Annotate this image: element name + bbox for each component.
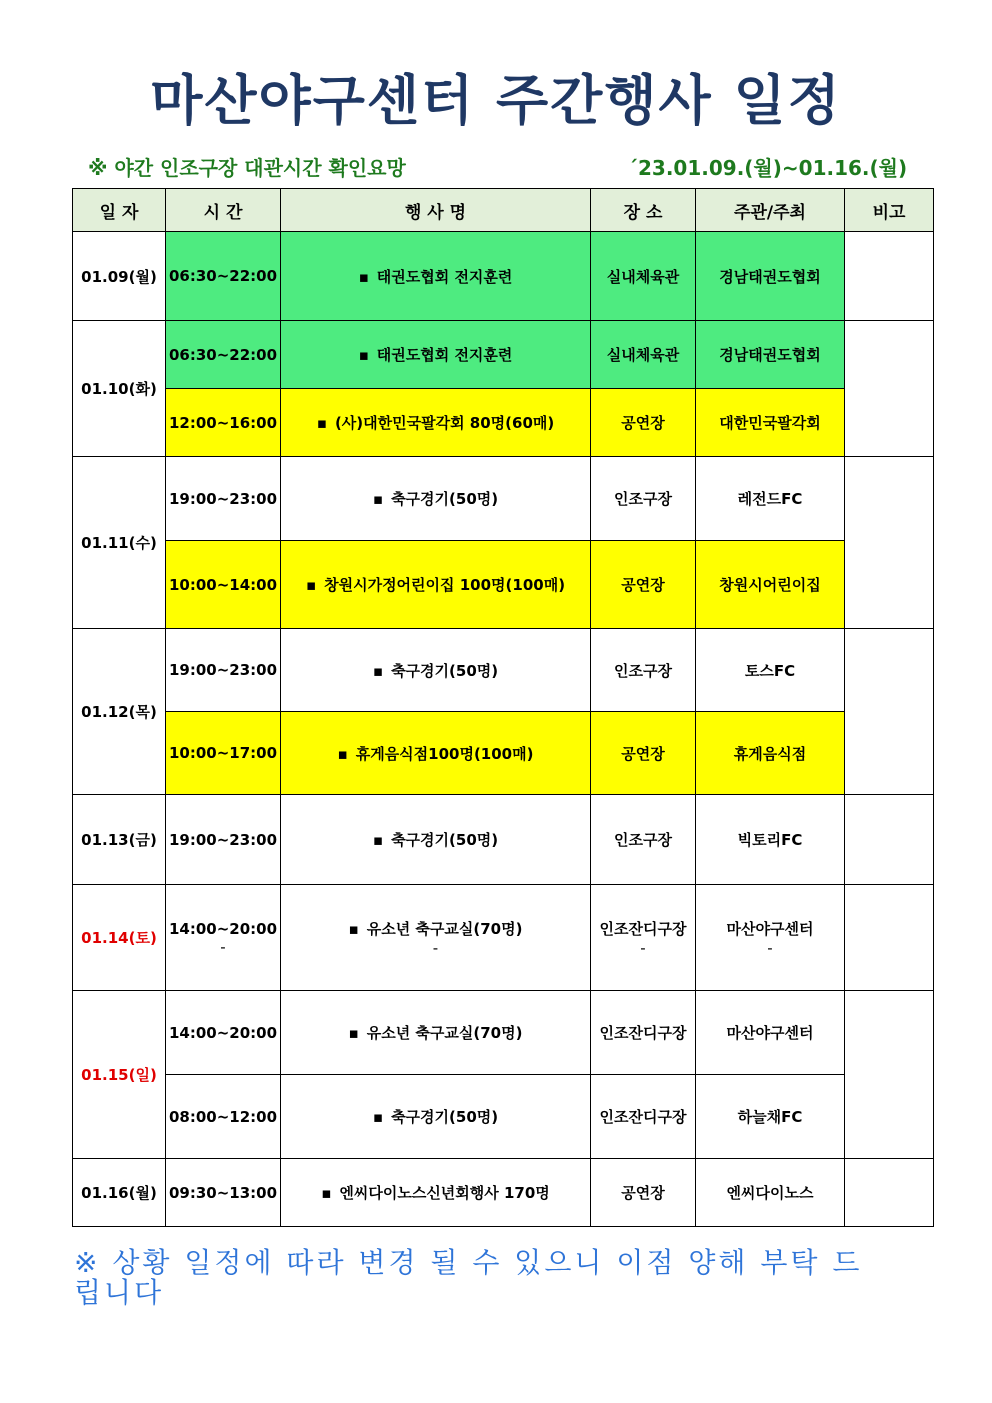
event-name: 창원시가정어린이집 100명(100매) [324, 576, 566, 594]
event-cell [281, 457, 591, 541]
host-cell [696, 885, 845, 991]
event-name: 축구경기(50명) [391, 1108, 499, 1126]
page-title: 마산야구센터 주간행사 일정 [150, 69, 842, 132]
header-note: 비고 [845, 189, 934, 232]
time-cell: 06:30~22:00 [166, 232, 281, 321]
schedule-table [72, 188, 934, 1227]
host-cell: 레전드FC [696, 457, 845, 541]
event-name: 유소년 축구교실(70명) [366, 920, 523, 938]
table-row [73, 1159, 934, 1227]
host-cell: 경남태권도협회 [696, 232, 845, 321]
bullet-icon: ▪ [316, 414, 327, 432]
place-cell: 인조구장 [591, 629, 696, 712]
time-value: 14:00~20:00 [168, 919, 278, 938]
event-cell [281, 389, 591, 457]
dash-mark: - [767, 939, 773, 957]
time-cell: 10:00~17:00 [166, 712, 281, 795]
time-cell: 08:00~12:00 [166, 1075, 281, 1159]
table-row [73, 232, 934, 321]
event-name: (사)대한민국팔각회 80명(60매) [334, 414, 555, 432]
host-cell: 경남태권도협회 [696, 321, 845, 389]
bullet-icon: ▪ [358, 346, 369, 364]
date-cell: 01.10(화) [73, 321, 166, 457]
place-cell: 공연장 [591, 712, 696, 795]
place-cell: 인조구장 [591, 457, 696, 541]
table-row [73, 712, 934, 795]
host-cell: 빅토리FC [696, 795, 845, 885]
place-cell: 실내체육관 [591, 321, 696, 389]
event-cell [281, 1159, 591, 1227]
event-cell [281, 541, 591, 629]
time-cell: 06:30~22:00 [166, 321, 281, 389]
table-row [73, 991, 934, 1075]
date-cell: 01.09(월) [73, 232, 166, 321]
time-cell: 10:00~14:00 [166, 541, 281, 629]
note-cell [845, 321, 934, 457]
host-cell: 대한민국팔각회 [696, 389, 845, 457]
table-row [73, 795, 934, 885]
bullet-icon: ▪ [305, 576, 317, 594]
event-name: 엔씨다이노스신년회행사 170명 [339, 1184, 550, 1202]
bullet-icon: ▪ [348, 920, 359, 938]
host-value: 마산야구센터 [726, 920, 814, 938]
event-name: 축구경기(50명) [391, 661, 499, 680]
note-cell [845, 232, 934, 321]
header-time: 시 간 [166, 189, 281, 232]
time-cell: 14:00~20:00 [166, 991, 281, 1075]
event-name: 태권도협회 전지훈련 [376, 267, 513, 286]
host-cell: 하늘채FC [696, 1075, 845, 1159]
table-row [73, 321, 934, 389]
bullet-icon: ▪ [372, 661, 384, 680]
event-name: 축구경기(50명) [391, 490, 499, 508]
header-event: 행 사 명 [281, 189, 591, 232]
note-cell [845, 629, 934, 795]
time-cell: 19:00~23:00 [166, 457, 281, 541]
host-cell: 토스FC [696, 629, 845, 712]
event-name: 축구경기(50명) [391, 831, 499, 849]
host-cell: 휴게음식점 [696, 712, 845, 795]
time-cell: 19:00~23:00 [166, 795, 281, 885]
time-cell: 09:30~13:00 [166, 1159, 281, 1227]
place-cell: 공연장 [591, 389, 696, 457]
place-cell: 공연장 [591, 1159, 696, 1227]
time-cell: 19:00~23:00 [166, 629, 281, 712]
event-cell [281, 629, 591, 712]
dash-mark: - [640, 939, 646, 957]
date-cell: 01.14(토) [73, 885, 166, 991]
event-name: 휴게음식점100명(100매) [355, 744, 534, 763]
bullet-icon: ▪ [358, 267, 369, 286]
event-cell [281, 321, 591, 389]
dash-mark: - [432, 939, 439, 957]
date-cell: 01.12(목) [73, 629, 166, 795]
dash-mark: - [220, 937, 226, 956]
date-cell: 01.15(일) [73, 991, 166, 1159]
table-row [73, 541, 934, 629]
event-cell [281, 991, 591, 1075]
date-cell: 01.11(수) [73, 457, 166, 629]
event-cell [281, 712, 591, 795]
header-date: 일 자 [73, 189, 166, 232]
time-cell [166, 885, 281, 991]
date-cell: 01.13(금) [73, 795, 166, 885]
place-value: 인조잔디구장 [599, 920, 687, 938]
note-cell [845, 885, 934, 991]
place-cell: 공연장 [591, 541, 696, 629]
table-row [73, 885, 934, 991]
bullet-icon: ▪ [321, 1184, 332, 1202]
event-name: 태권도협회 전지훈련 [376, 346, 513, 364]
note-cell [845, 795, 934, 885]
place-cell: 인조잔디구장 [591, 991, 696, 1075]
place-cell [591, 885, 696, 991]
event-cell [281, 232, 591, 321]
bullet-icon: ▪ [372, 831, 384, 849]
night-field-notice: ※ 야간 인조구장 대관시간 확인요망 [88, 156, 406, 180]
header-host: 주관/주최 [696, 189, 845, 232]
note-cell [845, 991, 934, 1159]
event-cell [281, 795, 591, 885]
header-place: 장 소 [591, 189, 696, 232]
bullet-icon: ▪ [372, 490, 384, 508]
time-cell: 12:00~16:00 [166, 389, 281, 457]
table-row [73, 1075, 934, 1159]
table-header-row [73, 189, 934, 232]
table-row [73, 629, 934, 712]
bullet-icon: ▪ [372, 1108, 384, 1126]
note-cell [845, 1159, 934, 1227]
note-cell [845, 457, 934, 629]
footer-notice: ※ 상황 일정에 따라 변경 될 수 있으니 이점 양해 부탁 드립니다 [74, 1246, 863, 1309]
host-cell: 창원시어린이집 [696, 541, 845, 629]
table-row [73, 389, 934, 457]
place-cell: 인조구장 [591, 795, 696, 885]
host-cell: 마산야구센터 [696, 991, 845, 1075]
place-cell: 인조잔디구장 [591, 1075, 696, 1159]
date-cell: 01.16(월) [73, 1159, 166, 1227]
bullet-icon: ▪ [348, 1024, 359, 1042]
table-row [73, 457, 934, 541]
event-cell [281, 1075, 591, 1159]
place-cell: 실내체육관 [591, 232, 696, 321]
bullet-icon: ▪ [337, 744, 348, 763]
host-cell: 엔씨다이노스 [696, 1159, 845, 1227]
event-name: 유소년 축구교실(70명) [366, 1024, 523, 1042]
event-cell [281, 885, 591, 991]
schedule-period: ´23.01.09.(월)~01.16.(월) [628, 156, 908, 180]
